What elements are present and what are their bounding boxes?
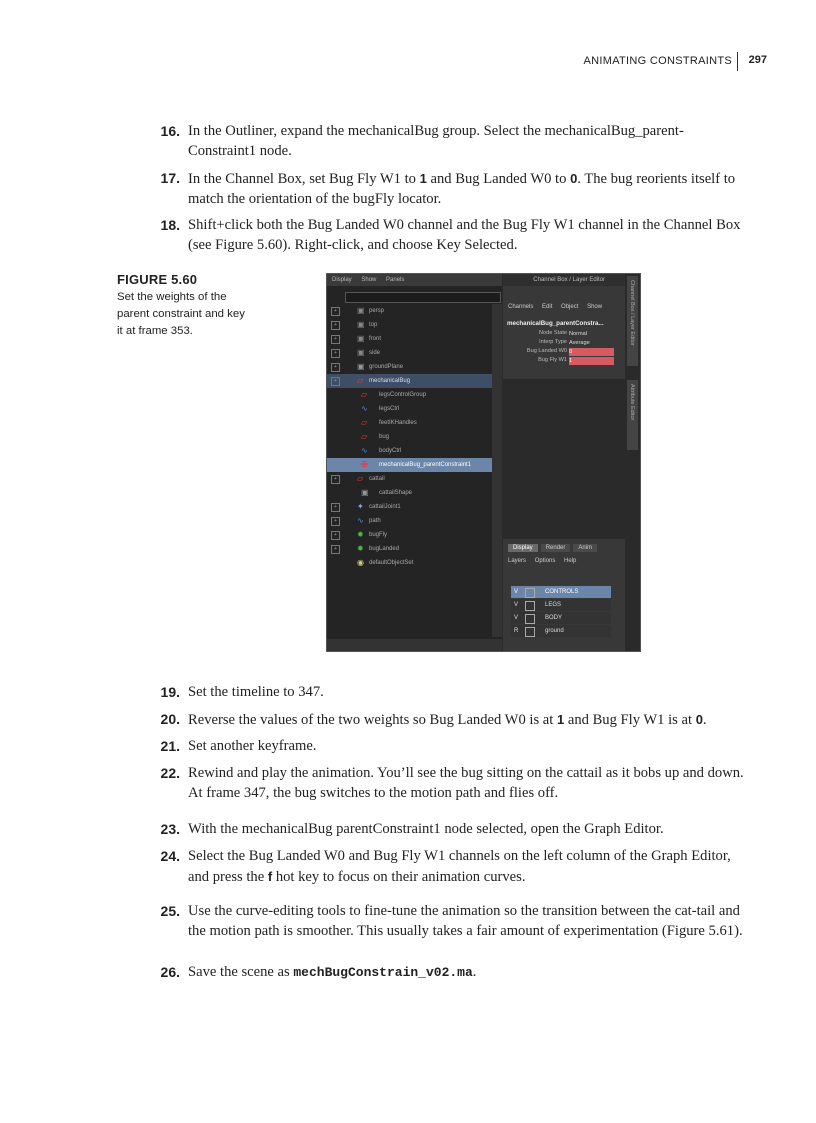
outliner-item[interactable] [327, 304, 492, 318]
outliner-item[interactable] [327, 500, 492, 514]
layer-name: CONTROLS [545, 589, 579, 595]
layer-editor-menubar [508, 558, 583, 564]
expand-toggle-icon[interactable]: + [331, 545, 340, 554]
outliner-item[interactable] [327, 486, 492, 500]
outliner-item-label: groundPlane [369, 364, 404, 370]
tab-display[interactable]: Display [508, 544, 538, 552]
channel-name[interactable]: Bug Landed W0 [526, 348, 567, 354]
node-type-icon: ∿ [357, 516, 364, 525]
side-tab-strip [625, 274, 640, 651]
display-layer-row[interactable] [511, 599, 611, 611]
menu-show[interactable]: Show [587, 304, 603, 310]
outliner-panel [327, 274, 502, 651]
node-type-icon: ▣ [357, 348, 365, 357]
layer-color-swatch[interactable] [525, 601, 535, 611]
outliner-item-label: persp [369, 308, 385, 314]
expand-toggle-icon[interactable]: + [331, 377, 340, 386]
step-number: 21. [160, 738, 180, 754]
channel-box-menubar [508, 304, 609, 310]
node-type-icon: ∿ [361, 446, 368, 455]
step-number: 18. [160, 217, 180, 233]
node-type-icon: ▣ [357, 306, 365, 315]
node-type-icon: ▣ [361, 488, 369, 497]
step-number: 16. [160, 123, 180, 139]
visibility-toggle[interactable]: V [514, 589, 519, 595]
expand-toggle-icon[interactable]: + [331, 363, 340, 372]
expand-toggle-icon[interactable]: + [331, 335, 340, 344]
outliner-item[interactable] [327, 416, 492, 430]
outliner-item-label: mechanicalBug [369, 378, 411, 384]
outliner-scrollbar[interactable] [492, 304, 502, 637]
expand-toggle-icon[interactable]: + [331, 321, 340, 330]
node-type-icon: ▣ [357, 334, 365, 343]
channel-value-field[interactable]: 0 [569, 348, 614, 356]
outliner-item-label: defaultObjectSet [369, 560, 414, 566]
outliner-hscrollbar[interactable] [327, 639, 502, 651]
node-type-icon: ▣ [357, 320, 365, 329]
outliner-item-label: bodyCtrl [379, 448, 402, 454]
display-layer-row[interactable] [511, 625, 611, 637]
outliner-item[interactable] [327, 542, 492, 556]
step-text: With the mechanicalBug parentConstraint1 node selected, open the Graph Editor. [188, 821, 664, 837]
outliner-item-label: cattail [369, 476, 385, 482]
expand-toggle-icon[interactable]: + [331, 517, 340, 526]
node-type-icon: ▱ [357, 474, 364, 483]
outliner-item[interactable] [327, 346, 492, 360]
step-number: 20. [160, 711, 180, 727]
node-type-icon: ∿ [361, 404, 368, 413]
channel-box-title: Channel Box / Layer Editor [503, 274, 625, 286]
tab-anim[interactable]: Anim [573, 544, 597, 552]
layer-color-swatch[interactable] [525, 614, 535, 624]
outliner-item-label: side [369, 350, 381, 356]
menu-help[interactable]: Help [564, 558, 577, 564]
outliner-item[interactable] [327, 528, 492, 542]
outliner-item-label: feetIKHandles [379, 420, 417, 426]
expand-toggle-icon[interactable]: + [331, 475, 340, 484]
step-text: Select the Bug Landed W0 and Bug Fly W1 channels on the left column of the Graph Editor, and press the f hot key to focus on their animation curves. [188, 848, 731, 885]
outliner-item[interactable] [327, 556, 492, 570]
node-type-icon: ▱ [361, 432, 368, 441]
node-type-icon: ✠ [361, 460, 368, 469]
outliner-item-label: top [369, 322, 378, 328]
step-text: Reverse the values of the two weights so Bug Landed W0 is at 1 and Bug Fly W1 is at 0. [188, 712, 707, 728]
outliner-item-label: bug [379, 434, 390, 440]
outliner-item[interactable] [327, 360, 492, 374]
display-layer-row[interactable] [511, 612, 611, 624]
header-divider [737, 52, 738, 71]
outliner-filter-input[interactable] [345, 292, 501, 303]
layer-name: LEGS [545, 602, 562, 608]
menu-display[interactable]: Display [332, 277, 352, 283]
running-header [0, 54, 816, 76]
tab-channel-box[interactable]: Channel Box / Layer Editor [627, 276, 638, 366]
outliner-item[interactable] [327, 402, 492, 416]
node-type-icon: ▣ [357, 362, 365, 371]
outliner-item[interactable] [327, 472, 492, 486]
channel-value-field[interactable]: Normal [569, 331, 588, 337]
outliner-item-label: bugLanded [369, 546, 400, 552]
layer-color-swatch[interactable] [525, 588, 535, 598]
menu-object[interactable]: Object [561, 304, 579, 310]
expand-toggle-icon[interactable]: + [331, 503, 340, 512]
step-number: 26. [160, 964, 180, 980]
outliner-item[interactable] [327, 374, 492, 388]
step-text: Set another keyframe. [188, 738, 317, 754]
step-text: In the Outliner, expand the mechanicalBug group. Select the mechanicalBug_parent-Constraint1 node. [188, 123, 684, 159]
outliner-item-label: bugFly [369, 532, 388, 538]
node-type-icon: ◉ [357, 558, 364, 567]
step-text: Use the curve-editing tools to fine-tune the animation so the transition between the cat-tail and the motion path is smoother. This usually takes a fair amount of experimentation (Figure 5.61). [188, 903, 743, 939]
node-type-icon: ✹ [357, 530, 364, 539]
step-text: In the Channel Box, set Bug Fly W1 to 1 and Bug Landed W0 to 0. The bug reorients itself to match the orientation of the bugFly locator. [188, 171, 736, 207]
outliner-item[interactable] [327, 444, 492, 458]
file-name: mechBugConstrain_v02.ma [293, 965, 473, 980]
step-number: 22. [160, 765, 180, 781]
layer-name: ground [545, 628, 564, 634]
outliner-item-label: cattailShape [379, 490, 413, 496]
channel-box-empty-area [503, 379, 625, 539]
step-number: 17. [160, 170, 180, 186]
channel-name[interactable]: Node State [539, 330, 567, 336]
outliner-item[interactable] [327, 430, 492, 444]
step-number: 24. [160, 848, 180, 864]
layer-name: BODY [545, 615, 563, 621]
outliner-item[interactable] [327, 388, 492, 402]
step-text: Rewind and play the animation. You’ll see the bug sitting on the cattail as it bobs up and down. At frame 347, the bug switches to the motion path and flies off. [188, 765, 744, 801]
section-title: ANIMATING CONSTRAINTS [583, 55, 732, 67]
expand-toggle-icon[interactable]: + [331, 531, 340, 540]
step-number: 19. [160, 684, 180, 700]
figure-description: Set the weights of the parent constraint and key it at frame 353. [117, 291, 245, 337]
figure-label: FIGURE 5.60 [117, 272, 198, 287]
visibility-toggle[interactable]: R [514, 628, 519, 634]
tab-attribute-editor[interactable]: Attribute Editor [627, 380, 638, 450]
channel-value-field[interactable]: 1 [569, 357, 614, 365]
channel-name[interactable]: Interp Type [539, 339, 567, 345]
layer-color-swatch[interactable] [525, 627, 535, 637]
expand-toggle-icon[interactable]: + [331, 307, 340, 316]
tab-render[interactable]: Render [541, 544, 571, 552]
menu-options[interactable]: Options [534, 558, 556, 564]
channel-box-panel [503, 274, 625, 651]
outliner-item[interactable] [327, 514, 492, 528]
node-type-icon: ▱ [361, 418, 368, 427]
outliner-item-label: legsControlGroup [379, 392, 427, 398]
step-number: 25. [160, 903, 180, 919]
outliner-item[interactable] [327, 458, 492, 472]
node-type-icon: ✹ [357, 544, 364, 553]
outliner-item[interactable] [327, 318, 492, 332]
display-layer-row[interactable] [511, 586, 611, 598]
menu-layers[interactable]: Layers [508, 558, 527, 564]
selected-node-name: mechanicalBug_parentConstra... [507, 320, 604, 327]
page-number: 297 [748, 54, 767, 66]
layer-editor-tabs [508, 544, 600, 552]
maya-screenshot [326, 273, 641, 652]
outliner-item[interactable] [327, 332, 492, 346]
outliner-item-label: mechanicalBug_parentConstraint1 [379, 462, 472, 468]
step-number: 23. [160, 821, 180, 837]
menu-edit[interactable]: Edit [542, 304, 553, 310]
channel-name[interactable]: Bug Fly W1 [538, 357, 567, 363]
outliner-menubar [327, 274, 502, 286]
node-type-icon: ▱ [361, 390, 368, 399]
expand-toggle-icon[interactable]: + [331, 349, 340, 358]
outliner-item-label: legsCtrl [379, 406, 400, 412]
outliner-item-label: path [369, 518, 381, 524]
menu-show[interactable]: Show [361, 277, 377, 283]
step-text: Save the scene as mechBugConstrain_v02.ma. [188, 964, 477, 980]
visibility-toggle[interactable]: V [514, 602, 519, 608]
visibility-toggle[interactable]: V [514, 615, 519, 621]
channel-value-field[interactable]: Average [569, 340, 590, 346]
step-text: Shift+click both the Bug Landed W0 channel and the Bug Fly W1 channel in the Channel Box (see Figure 5.60). Right-click, and choose Key Selected. [188, 217, 741, 253]
figure-caption [117, 272, 247, 340]
node-type-icon: ✦ [357, 502, 364, 511]
node-type-icon: ▱ [357, 376, 364, 385]
outliner-item-label: front [369, 336, 382, 342]
menu-panels[interactable]: Panels [386, 277, 405, 283]
menu-channels[interactable]: Channels [508, 304, 534, 310]
step-text: Set the timeline to 347. [188, 684, 324, 700]
outliner-item-label: cattailJoint1 [369, 504, 401, 510]
